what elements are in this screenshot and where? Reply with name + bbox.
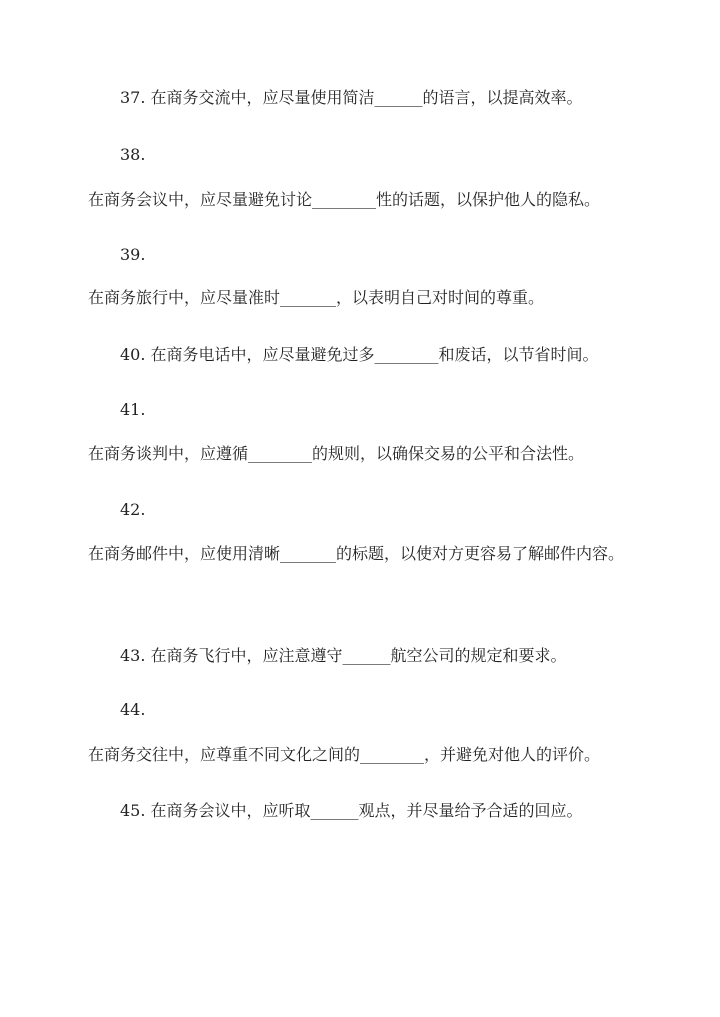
question-number: 37.	[120, 88, 146, 107]
question-number: 40.	[120, 345, 146, 364]
question-number: 43.	[120, 646, 146, 665]
question-number: 45.	[120, 801, 146, 820]
question-39-number: 39.	[120, 245, 146, 264]
question-39-text: 在商务旅行中，应尽量准时_______，以表明自己对时间的尊重。	[88, 288, 545, 307]
question-text: 在商务飞行中，应注意遵守______航空公司的规定和要求。	[150, 646, 567, 665]
question-45	[0, 801, 720, 821]
question-42-text: 在商务邮件中，应使用清晰_______的标题，以使对方更容易了解邮件内容。	[88, 544, 625, 563]
question-43	[0, 646, 720, 666]
question-38-text: 在商务会议中，应尽量避免讨论________性的话题，以保护他人的隐私。	[88, 190, 601, 209]
question-44-number: 44.	[120, 700, 146, 719]
question-44-text: 在商务交往中，应尊重不同文化之间的________，并避免对他人的评价。	[88, 745, 601, 764]
question-text: 在商务电话中，应尽量避免过多________和废话，以节省时间。	[150, 345, 599, 364]
question-37	[0, 88, 720, 108]
question-text: 在商务交流中，应尽量使用简洁______的语言，以提高效率。	[150, 88, 583, 107]
question-42-number: 42.	[120, 500, 146, 519]
question-41-text: 在商务谈判中，应遵循________的规则，以确保交易的公平和合法性。	[88, 444, 585, 463]
question-40	[0, 345, 720, 365]
question-41-number: 41.	[120, 400, 146, 419]
question-text: 在商务会议中，应听取______观点，并尽量给予合适的回应。	[150, 801, 583, 820]
question-38-number: 38.	[120, 145, 146, 164]
